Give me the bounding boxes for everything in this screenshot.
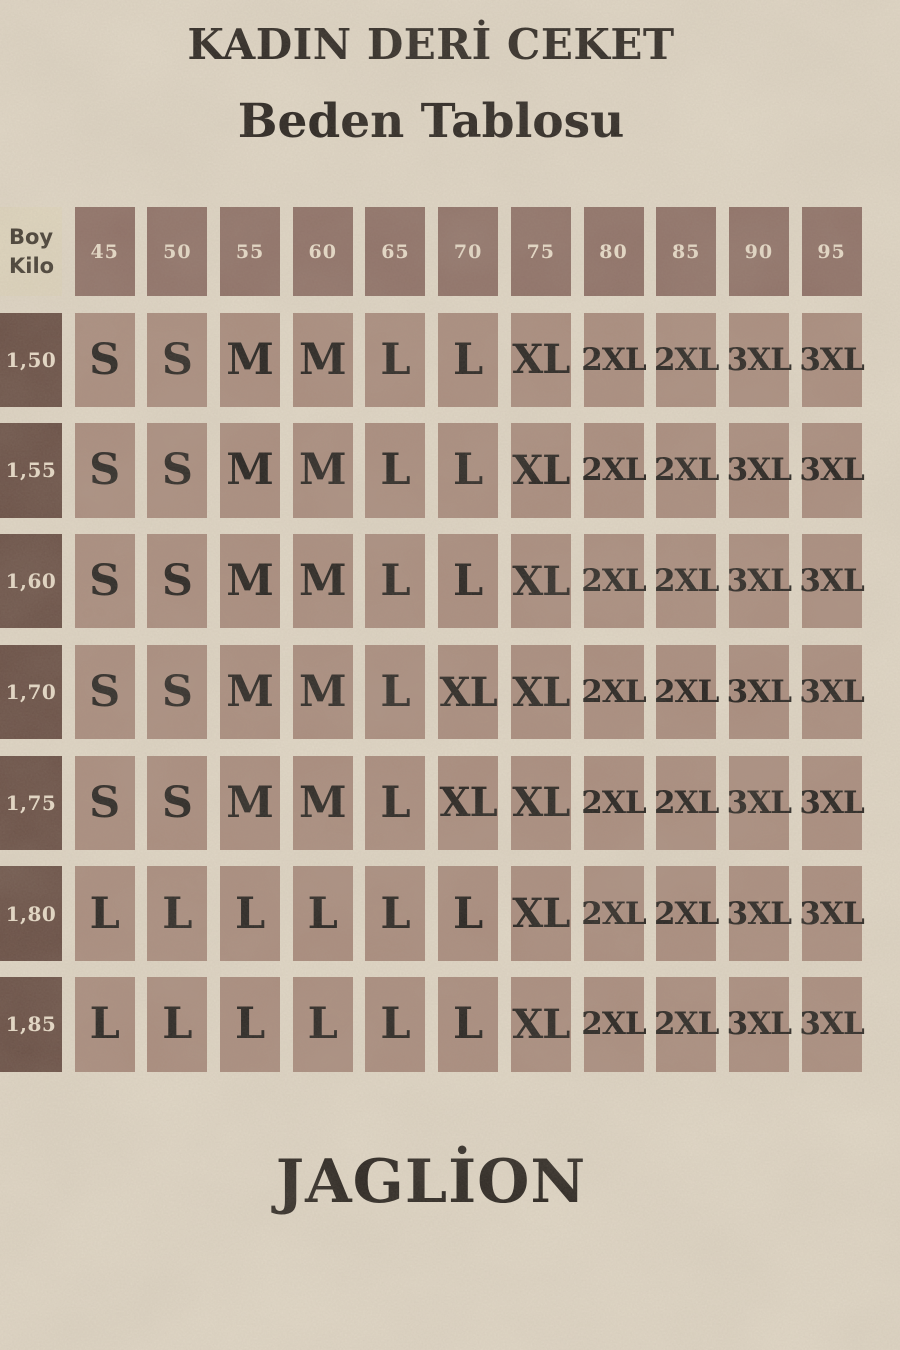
kilo-header-45: 45: [75, 207, 135, 296]
kilo-header-60: 60: [293, 207, 353, 296]
size-cell: XL: [511, 756, 571, 850]
size-cell: 3XL: [729, 866, 789, 960]
size-cell: 3XL: [729, 756, 789, 850]
kilo-header-85: 85: [656, 207, 716, 296]
size-cell: 2XL: [656, 866, 716, 960]
size-cell: M: [220, 645, 280, 739]
size-cell: L: [147, 866, 207, 960]
size-cell: XL: [511, 313, 571, 407]
size-cell: S: [147, 534, 207, 628]
boy-header-1-50: 1,50: [0, 313, 62, 407]
size-cell: L: [438, 423, 498, 517]
size-cell: XL: [438, 756, 498, 850]
size-cell: L: [293, 866, 353, 960]
size-cell: 2XL: [656, 423, 716, 517]
size-cell: 3XL: [802, 977, 862, 1071]
size-cell: 2XL: [584, 756, 644, 850]
boy-header-1-60: 1,60: [0, 534, 62, 628]
page-subtitle: Beden Tablosu: [237, 94, 625, 150]
size-table: [0, 207, 862, 1072]
size-cell: M: [293, 645, 353, 739]
size-cell: L: [147, 977, 207, 1071]
size-cell: 3XL: [802, 534, 862, 628]
size-cell: M: [220, 534, 280, 628]
size-cell: L: [365, 756, 425, 850]
kilo-header-80: 80: [584, 207, 644, 296]
size-cell: S: [75, 645, 135, 739]
size-cell: 2XL: [584, 977, 644, 1071]
size-cell: 3XL: [802, 645, 862, 739]
size-cell: S: [75, 534, 135, 628]
size-cell: L: [293, 977, 353, 1071]
size-cell: 2XL: [656, 756, 716, 850]
kilo-header-90: 90: [729, 207, 789, 296]
size-cell: L: [365, 534, 425, 628]
size-cell: 3XL: [729, 645, 789, 739]
size-cell: L: [220, 977, 280, 1071]
size-cell: XL: [511, 645, 571, 739]
kilo-header-95: 95: [802, 207, 862, 296]
size-cell: S: [147, 423, 207, 517]
size-cell: L: [365, 423, 425, 517]
size-cell: M: [293, 756, 353, 850]
kilo-header-75: 75: [511, 207, 571, 296]
size-cell: M: [220, 423, 280, 517]
corner-cell: [0, 207, 62, 296]
size-cell: XL: [511, 534, 571, 628]
size-cell: L: [438, 977, 498, 1071]
size-cell: 3XL: [729, 534, 789, 628]
kilo-header-55: 55: [220, 207, 280, 296]
size-cell: 3XL: [802, 423, 862, 517]
size-cell: 3XL: [729, 313, 789, 407]
size-cell: S: [147, 645, 207, 739]
size-cell: XL: [511, 866, 571, 960]
size-cell: L: [438, 534, 498, 628]
kilo-header-50: 50: [147, 207, 207, 296]
size-cell: 2XL: [584, 423, 644, 517]
size-cell: 3XL: [729, 977, 789, 1071]
size-cell: M: [293, 534, 353, 628]
size-cell: 2XL: [584, 645, 644, 739]
size-cell: L: [365, 645, 425, 739]
size-cell: L: [75, 866, 135, 960]
brand-logo: JAGLİON: [275, 1147, 587, 1217]
size-cell: M: [293, 423, 353, 517]
size-cell: M: [220, 756, 280, 850]
boy-header-1-70: 1,70: [0, 645, 62, 739]
size-cell: S: [147, 756, 207, 850]
size-cell: L: [365, 313, 425, 407]
size-cell: M: [220, 313, 280, 407]
size-cell: 3XL: [729, 423, 789, 517]
size-cell: S: [147, 313, 207, 407]
size-cell: 2XL: [656, 645, 716, 739]
size-cell: 2XL: [584, 534, 644, 628]
size-cell: L: [438, 313, 498, 407]
size-cell: S: [75, 423, 135, 517]
size-cell: XL: [511, 423, 571, 517]
boy-header-1-75: 1,75: [0, 756, 62, 850]
column-axis-label: Kilo: [9, 253, 55, 278]
size-cell: 2XL: [656, 534, 716, 628]
size-cell: L: [365, 866, 425, 960]
kilo-header-65: 65: [365, 207, 425, 296]
boy-header-1-80: 1,80: [0, 866, 62, 960]
size-cell: XL: [511, 977, 571, 1071]
kilo-header-70: 70: [438, 207, 498, 296]
size-cell: 3XL: [802, 866, 862, 960]
size-cell: 2XL: [656, 977, 716, 1071]
size-cell: 2XL: [656, 313, 716, 407]
page-title: KADIN DERİ CEKET: [187, 20, 675, 69]
size-cell: L: [438, 866, 498, 960]
size-cell: 3XL: [802, 313, 862, 407]
size-cell: S: [75, 313, 135, 407]
boy-header-1-55: 1,55: [0, 423, 62, 517]
size-cell: M: [293, 313, 353, 407]
boy-header-1-85: 1,85: [0, 977, 62, 1071]
row-axis-label: Boy: [9, 225, 54, 250]
size-cell: 2XL: [584, 866, 644, 960]
size-cell: L: [75, 977, 135, 1071]
size-cell: S: [75, 756, 135, 850]
size-cell: XL: [438, 645, 498, 739]
size-cell: L: [220, 866, 280, 960]
size-cell: 3XL: [802, 756, 862, 850]
size-cell: L: [365, 977, 425, 1071]
size-cell: 2XL: [584, 313, 644, 407]
